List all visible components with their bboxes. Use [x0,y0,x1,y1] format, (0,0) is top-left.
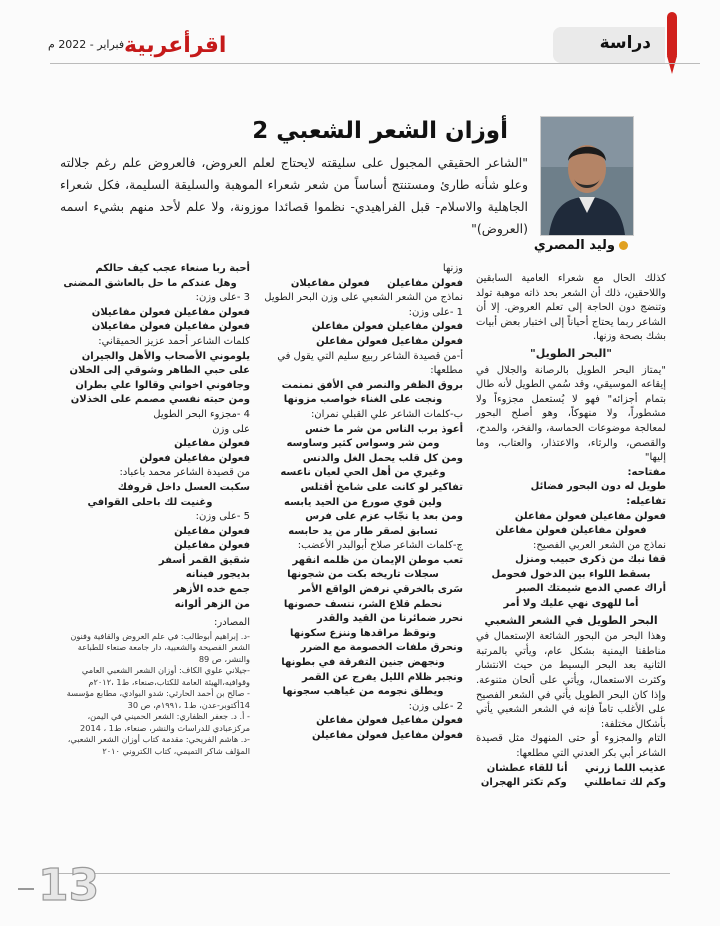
verse: ونجبر ظلام الليل يفرج عن القمر [301,671,463,683]
verse: طويل له دون البحور فضائل [530,481,666,493]
verse: بديجور فينانه [185,569,250,581]
verse: يلوموني الأصحاب والأهل والجيران [81,350,250,362]
red-marker-icon [664,12,680,74]
column-middle [263,262,463,744]
verse: ومن بعد يا نجّاب عزم على فرس [305,511,463,523]
author-photo [540,116,634,236]
paragraph: التام والمجزوء أو حتى المنهوك مثل قصيدة الشاعر أبي بكر العدني التي مطلعها: [476,733,666,759]
paragraph: كذلك الحال مع شعراء العامية السابقين واللاحقين، ذلك أن الشعر بحد ذاته موهبة تولد وتنضج دون الحاجة إلى تعلم العروض. إلا أن الشاعر ربما يحتاج أحياناً إلى اختبار بعض أبيات بشك بصحة وزنها. [476,273,666,343]
verse: عذيب اللما زرني أنا للقاء عطشان [486,762,666,774]
verse: ونجت على الغناء خواصب مزونها [283,394,443,406]
verse: أحبة ربا صنعاء عجب كيف حالكم [95,263,250,274]
magazine-logo [124,28,227,64]
label: 3 -على وزن: [195,292,250,304]
verse: فعولن مفاعيلن [174,540,250,552]
verse: أعوذ برب الناس من شر ما خنس [304,423,463,435]
verse: وجافوني اخواني وقالوا علي بطران [75,379,250,391]
label: نماذج من الشعر العربي الفصيح: [533,539,666,551]
verse: تفاكير لو كانت على شامخ أقتلس [300,481,463,493]
verse: نحطم قلاع الشر، ننسف حصونها [283,598,443,610]
bullet-icon [619,241,628,250]
label: تفاعيله: [626,495,666,507]
verse: من الزهر ألوانه [174,598,250,610]
verse: تعب موطن الإيمان من ظلمه انقهر [292,554,463,566]
section-heading: "البحر الطويل" [530,346,612,360]
verse: نحرر ضمائرنا من القيد والقدر [316,613,463,625]
author-name-line [534,238,628,253]
verse: ومن حبته نفسي مصمم على الخذلان [70,394,250,406]
label: ج-كلمات الشاعر صلاح أبوالبدر الأعضب: [297,540,463,552]
label: 2 -على وزن: [408,700,463,712]
paragraph: "يمتاز البحر الطويل بالرصانة والجلال في إيقاعه الموسيقي، وقد سُمي الطويل لأنه طال بتمام أجزائه" فهو لا يُستعمل مجزوءاً ولا مشطوراً، ولا منهوكاً، وهو أصلح البحور لمعالجة موضوعات الحماسة، والفخر، والمدح، والقصص، والرثاء، والاعتذار، والعتاب، وما إليها" [476,364,666,464]
references-heading: المصادر: [214,617,250,629]
verse: فعولن مفاعيل فعولن مفاعيلن [312,730,463,741]
verse: فعولن مفاعيل فعولن مفاعلن [316,335,463,347]
article-intro: "الشاعر الحقيقي المجبول على سليقته لايحتاج لعلم العروض، فالعروض علم رغم جلالته وعلو شأنه طارئ ومستنتج أساساً من شعر شعراء الموهبة والسليقة السليمة، فكل شعراء الجاهلية والاسلام- قبل الفراهيدي- نظموا قصائدا موزونة، ولا علم لأحد منهم بشيء اسمه (العروض)" [60,155,528,236]
label: وزنها [442,263,463,274]
label: مفتاحه: [627,466,666,478]
verse: بروق الظفر والنصر في الأفق نمنمت [281,379,463,391]
verse: وكم لك تماطلني وكم تكثر الهجران [480,777,666,789]
section-tab [553,27,665,63]
verse: فعولن مفاعيلن فعولن مفاعيلان [91,321,250,333]
verse: جمع خده الأزهر [173,584,250,596]
label: 1 -على وزن: [408,306,463,318]
author-portrait-icon [541,117,633,235]
paragraph: وهذا البحر من البحور الشائعة الإستعمال في مناطقنا اليمنية بشكل عام، ويأتي بالمرتبة الثانية بعد البحر البسيط من حيث الانتشار وكثرت الاستعمال، ويأتي على ألحان متنوعة. وإذا كان البحر الطويل يأتي في الشعر الفصيح على الأغلب تاماً فإنه في الشعر الشعبي يأتي بأشكال مختلفة: [476,631,666,730]
reference-item: -جيلاني علوي الكاف: أوزان الشعر الشعبي العامي وقوافيه،الهيئة العامة للكتاب،صنعاء، ط1 ،٢٠١٢م [81,665,250,687]
column-left [50,262,250,757]
footer-divider [50,873,670,874]
issue-date: فبراير - 2022 م [48,38,125,51]
label: أ-من قصيدة الشاعر ربيع سليم التي يقول في مطلعها: [277,350,463,377]
author-name: وليد المصري [533,238,615,253]
verse: فعولن مفاعيلن فعولن مفاعيلان [290,277,463,289]
verse: وغيري من أهل الحي لعيان ناعسه [280,467,446,479]
verse: وغنيت لك باحلى القوافي [87,496,213,508]
verse: سَرى بالخرقي نرفض الواقع الأمر [298,584,463,596]
verse: ونوقظ مراقدها وننزع سكونها [290,627,436,639]
verse: ولين قوي صورع من الحيد يابسه [284,496,442,508]
verse: على حبي الطاهر وشوقي إلى الخلان [69,365,250,377]
verse: فعولن مفاعيلن فعولن مفاعلن [311,321,463,333]
label: كلمات الشاعر أحمد عزيز الحميقاني: [98,335,250,347]
verse: وهل عندكم ما حل بالعاشق المضنى [63,277,237,289]
verse: قفا نبك من ذكرى حبيب ومنزل [515,554,666,566]
verse: فعولن مفاعيلن [174,525,250,537]
verse: ونحرق ملفات الخصومة مع الضرر [300,642,463,654]
label: 5 -على وزن: [195,511,250,523]
page-number: 13 [38,860,100,911]
verse: ونجهض جنين التفرقة في بطونها [281,657,445,669]
verse: فعولن مفاعيل فعولن مفاعلن [316,715,463,727]
reference-item: -د. هاشم الفريحي: مقدمة كتاب أوزان الشعر الشعبي، المؤلف شاكر التميمي، كتاب الكتروني ٢٠١٠ [67,734,250,756]
verse: ويطلق نجومه من غياهب سجونها [282,686,444,698]
verse: بسقط اللواء بين الدخول فحومل [491,568,651,580]
label: 4 -مجزوء البحر الطويل [153,408,250,420]
verse: شقيق القمر أسفر [158,554,250,566]
label: ب-كلمات الشاعر علي القبلي نمران: [310,408,463,420]
label: على وزن [212,423,250,435]
label: نماذج من الشعر الشعبي على وزن البحر الطويل [264,292,463,304]
reference-item: - أ. د. جعفر الظفاري: الشعر الحميني في اليمن، مركزعبادي للدراسات والنشر، صنعاء، ط1 ، 2014 [80,711,250,733]
verse: أراك عصي الدمع شيمتك الصبر [516,583,666,595]
verse: فعولن مفاعيلن فعولن مفاعلن [514,510,666,522]
column-right [476,272,666,791]
verse: سجلات تاريخه بكت من شجونها [287,569,439,581]
verse: فعولن مفاعيلن فعولن مفاعلن [495,525,647,537]
article-title: أوزان الشعر الشعبي 2 [252,118,508,144]
section-heading: البحر الطويل في الشعر الشعبي [484,613,658,627]
verse: ومن شر وسواس كثير وساوسه [286,438,440,450]
verse: فعولن مفاعيلن فعولن [139,452,250,464]
reference-item: -د. إبراهيم أبوطالب: في علم العروض والقافية وفنون الشعر الفصيحة والشعبية، دار جامعة صنعاء للطباعة والنشر، ص 89 [70,630,250,664]
reference-item: - صالح بن أحمد الحارثي: شدو البوادي، مطابع مؤسسة 14أكتوبر-عدن، ط1 ،١٩٩١م، ص 30 [66,688,250,710]
verse: تسابق لصقر طار من يد حابسه [288,525,438,537]
verse: سكبت العسل داخل قروفك [117,481,250,493]
magazine-logo-text: اقرأعربية [124,33,227,58]
verse: أما للهوى نهي عليك ولا أمر [503,598,639,610]
label: من قصيدة الشاعر محمد باعباد: [119,467,250,479]
verse: فعولن مفاعيلن [174,438,250,450]
section-label: دراسة [599,33,651,53]
footer-mark [18,888,34,890]
verse: فعولن مفاعيلن فعولن مفاعيلان [91,306,250,318]
verse: ومن كل قلب يحمل الغل والدنس [302,452,463,464]
